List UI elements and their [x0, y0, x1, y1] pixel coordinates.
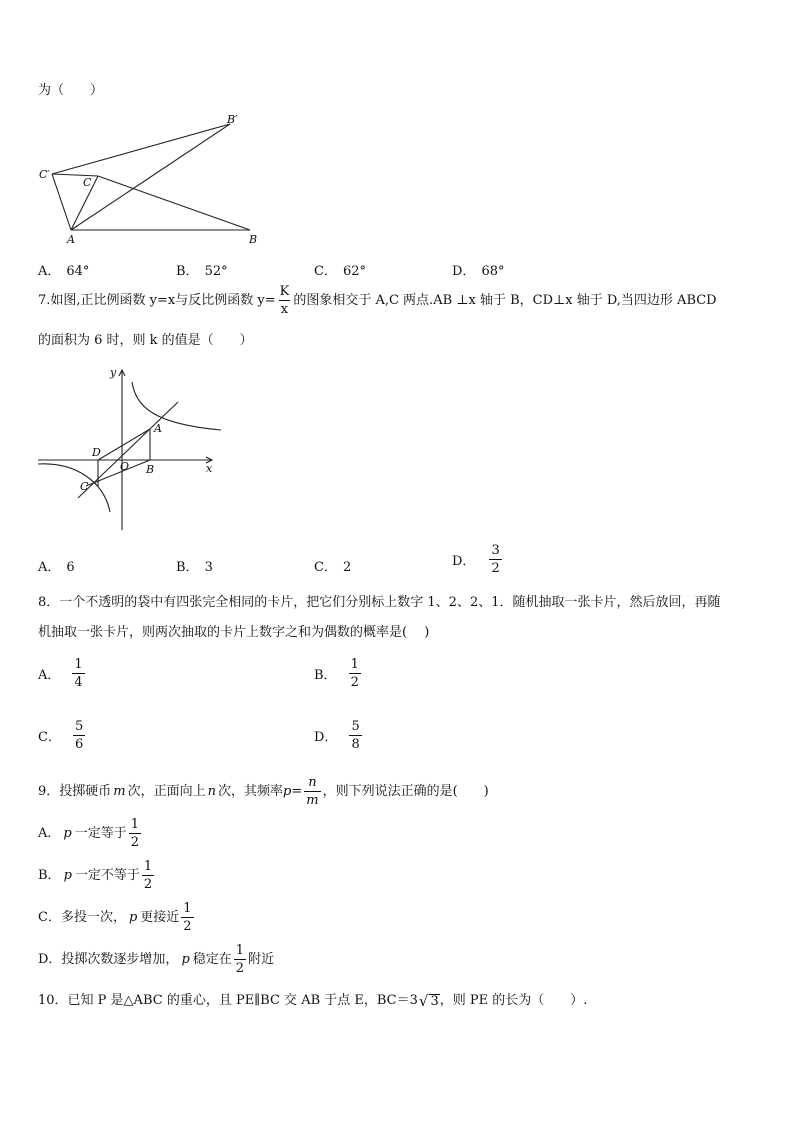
q7-stem-line1: 7.如图,正比例函数 y=x与反比例函数 y= $\frac{K}{x}$ 的图象相交于 A,C 两点.AB ⊥x 轴于 B，CD⊥x 轴于 D,当四边形 ABCD [38, 284, 717, 317]
q8-stem-line2: 机抽取一张卡片，则两次抽取的卡片上数字之和为偶数的概率是( ) [38, 625, 430, 640]
segment-c-b [98, 176, 250, 230]
q9-fraction: $\frac{n}{m}$ [306, 775, 319, 808]
q7-stem-line2: 的面积为 6 时，则 k 的值是（ ） [38, 333, 253, 348]
q6-option-a: A． 64° [38, 264, 90, 279]
q9-stem: 9．投掷硬币 m 次，正面向上 n 次，其频率 p= $\frac{n}{m}$ ，则下列说法正确的是( ) [38, 775, 489, 808]
label-a: A [67, 233, 75, 246]
label-c-prime: C′ [39, 168, 50, 181]
q9-option-a: A． p 一定等于 $\frac{1}{2}$ [38, 817, 140, 850]
label-point-c: C [80, 480, 89, 493]
segment-cb [86, 460, 150, 486]
label-point-d: D [92, 446, 101, 459]
label-point-b: B [146, 463, 155, 476]
q6-option-d: D． 68° [452, 264, 505, 279]
q6-option-c: C． 62° [314, 264, 366, 279]
q7-option-d: D． $\frac{3}{2}$ [452, 543, 500, 576]
q8-stem-line1: 8．一个不透明的袋中有四张完全相同的卡片，把它们分别标上数字 1、2、2、1．随机抽取一张卡片，然后放回，再随 [38, 595, 721, 610]
q7-option-b: B． 3 [176, 560, 213, 575]
label-origin-o: O [120, 460, 130, 473]
label-point-a: A [154, 422, 162, 435]
segment-cprime-bprime [52, 124, 230, 174]
q7-fraction: $\frac{K}{x}$ [279, 284, 290, 317]
question-6-tail: 为（ ） [38, 83, 104, 98]
segment-cprime-a [52, 174, 71, 230]
q8-option-b: B． $\frac{1}{2}$ [314, 657, 359, 690]
segment-da [98, 429, 150, 460]
q6-triangle-figure [34, 112, 274, 247]
q9-option-b: B． p 一定不等于 $\frac{1}{2}$ [38, 859, 153, 892]
q9-option-d: D．投掷次数逐步增加， p 稳定在 $\frac{1}{2}$ 附近 [38, 943, 275, 976]
q10-stem: 10．已知 P 是△ABC 的重心，且 PE∥BC 交 AB 于点 E，BC＝ 3 √ 3 ，则 PE 的长为（ ）. [38, 992, 588, 1010]
q7-option-c: C． 2 [314, 560, 352, 575]
label-b-prime: B′ [227, 113, 238, 126]
label-c: C [83, 176, 92, 189]
label-y-axis: y [110, 366, 117, 379]
q6-option-b: B． 52° [176, 264, 228, 279]
q9-option-c: C．多投一次， p 更接近 $\frac{1}{2}$ [38, 901, 192, 934]
q8-option-d: D． $\frac{5}{8}$ [314, 719, 360, 752]
q7-graph-figure [36, 362, 222, 534]
q8-option-a: A． $\frac{1}{4}$ [38, 657, 83, 690]
hyperbola-branch-3 [38, 464, 110, 512]
q8-option-c: C． $\frac{5}{6}$ [38, 719, 84, 752]
sqrt-symbol: √ [418, 992, 429, 1010]
label-x-axis: x [206, 462, 213, 475]
hyperbola-branch-1 [132, 382, 221, 430]
label-b: B [249, 233, 258, 246]
q7-option-a: A． 6 [38, 560, 75, 575]
